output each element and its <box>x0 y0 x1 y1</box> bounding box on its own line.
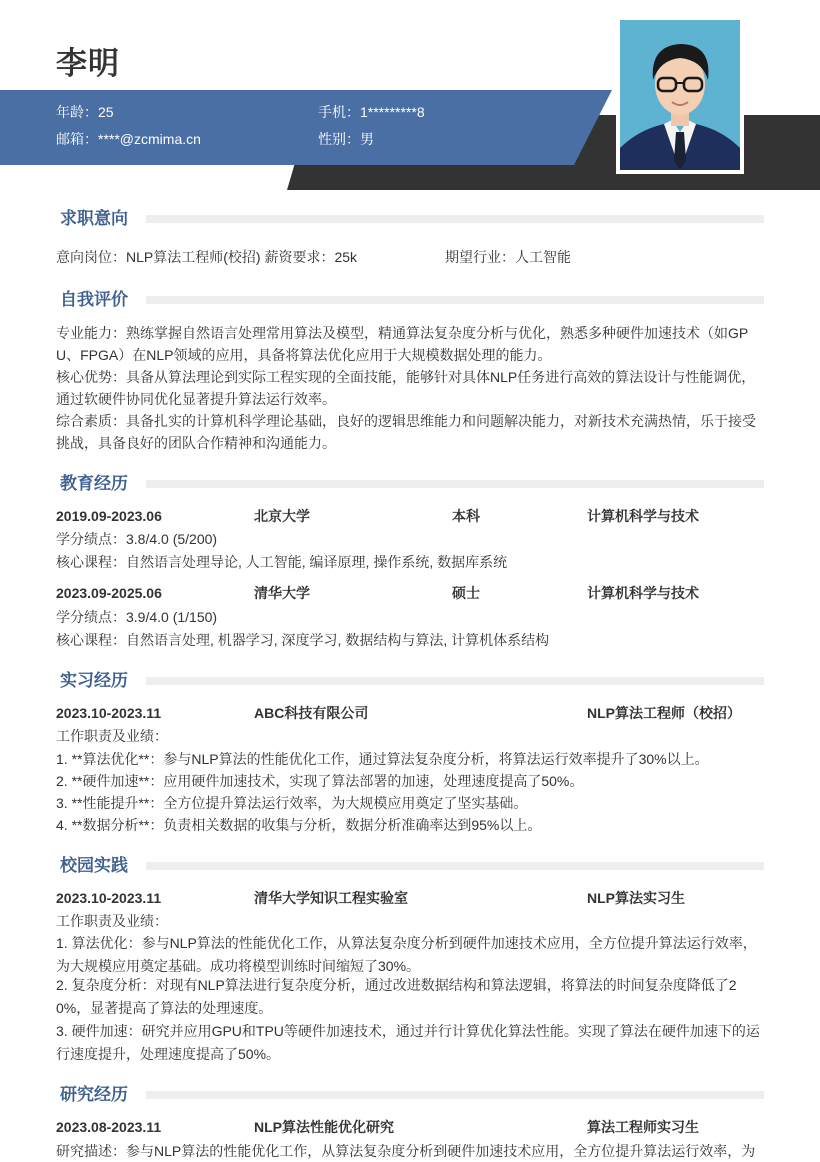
campus-line: 1. 算法优化：参与NLP算法的性能优化工作，从算法复杂度分析到硬件加速技术应用，全方位提升算法运行效率， <box>56 935 757 951</box>
research-row <box>56 1116 766 1138</box>
education-row <box>56 505 766 527</box>
gender-field: 性别：男 <box>318 131 374 147</box>
section-internship <box>56 669 764 693</box>
campus-line: 2. 复杂度分析：对现有NLP算法进行复杂度分析，通过改进数据结构和算法逻辑，将算法的时间复杂度降低了2 <box>56 977 737 993</box>
education-date: 2019.09-2023.06 <box>56 508 162 524</box>
section-title: 研究经历 <box>60 1085 128 1104</box>
internship-line: 3. **性能提升**：全方位提升算法运行效率，为大规模应用奠定了坚实基础。 <box>56 795 528 811</box>
internship-line: 工作职责及业绩： <box>56 728 168 744</box>
internship-row <box>56 702 766 724</box>
portrait-illustration <box>620 20 740 170</box>
research-role: 算法工程师实习生 <box>587 1119 699 1135</box>
section-education <box>56 472 764 496</box>
research-line: 研究描述：参与NLP算法的性能优化工作，从算法复杂度分析到硬件加速技术应用，全方位提升算法运行效率，为 <box>56 1143 756 1159</box>
education-degree: 硕士 <box>452 585 480 601</box>
section-title: 校园实践 <box>60 856 128 875</box>
self-line: 挑战，具备良好的团队合作精神和沟通能力。 <box>56 435 336 451</box>
internship-line: 4. **数据分析**：负责相关数据的收集与分析，数据分析准确率达到95%以上。 <box>56 817 542 833</box>
campus-line: 为大规模应用奠定基础。成功将模型训练时间缩短了30%。 <box>56 958 421 974</box>
section-self-evaluation <box>56 288 764 312</box>
internship-role: NLP算法工程师（校招） <box>587 705 741 721</box>
internship-date: 2023.10-2023.11 <box>56 705 162 721</box>
campus-row <box>56 887 766 909</box>
campus-line: 3. 硬件加速：研究并应用GPU和TPU等硬件加速技术，通过并行计算优化算法性能。实现了算法在硬件加速下的运 <box>56 1023 760 1039</box>
intent-industry: 期望行业：人工智能 <box>445 249 571 265</box>
internship-company: ABC科技有限公司 <box>254 705 369 721</box>
research-date: 2023.08-2023.11 <box>56 1119 162 1135</box>
section-divider <box>146 296 764 304</box>
phone-field: 手机：1*********8 <box>318 104 425 120</box>
campus-date: 2023.10-2023.11 <box>56 890 162 906</box>
intent-position: 意向岗位：NLP算法工程师(校招) <box>56 249 261 265</box>
self-line: 核心优势：具备从算法理论到实际工程实现的全面技能，能够针对具体NLP任务进行高效的算法设计与性能调优， <box>56 369 756 385</box>
education-date: 2023.09-2025.06 <box>56 585 162 601</box>
education-row <box>56 582 766 604</box>
education-gpa: 学分绩点：3.8/4.0 (5/200) <box>56 531 218 547</box>
section-title: 自我评价 <box>60 290 128 309</box>
internship-line: 2. **硬件加速**：应用硬件加速技术，实现了算法部署的加速，处理速度提高了50%。 <box>56 773 584 789</box>
section-divider <box>146 480 764 488</box>
self-line: 综合素质：具备扎实的计算机科学理论基础，良好的逻辑思维能力和问题解决能力，对新技术充满热情，乐于接受 <box>56 413 756 429</box>
profile-photo <box>616 16 744 174</box>
section-job-intent <box>56 207 764 231</box>
education-school: 北京大学 <box>254 508 310 524</box>
education-school: 清华大学 <box>254 585 310 601</box>
campus-role: NLP算法实习生 <box>587 890 685 906</box>
intent-salary: 薪资要求：25k <box>264 249 358 265</box>
self-line: U、FPGA）在NLP领域的应用，具备将算法优化应用于大规模数据处理的能力。 <box>56 347 552 363</box>
education-major: 计算机科学与技术 <box>587 508 699 524</box>
intent-line <box>56 246 766 268</box>
section-divider <box>146 1091 764 1099</box>
research-project: NLP算法性能优化研究 <box>254 1119 394 1135</box>
education-degree: 本科 <box>452 508 480 524</box>
education-gpa: 学分绩点：3.9/4.0 (1/150) <box>56 609 218 625</box>
education-courses: 核心课程：自然语言处理, 机器学习, 深度学习, 数据结构与算法, 计算机体系结构 <box>56 632 550 648</box>
self-line: 专业能力：熟练掌握自然语言处理常用算法及模型，精通算法复杂度分析与优化，熟悉多种硬件加速技术（如GP <box>56 325 749 341</box>
section-divider <box>146 862 764 870</box>
section-research <box>56 1083 764 1107</box>
candidate-name: 李明 <box>56 46 120 81</box>
section-title: 求职意向 <box>60 209 128 228</box>
section-divider <box>146 677 764 685</box>
section-divider <box>146 215 764 223</box>
campus-line: 行速度提升，处理速度提高了50%。 <box>56 1046 281 1062</box>
campus-org: 清华大学知识工程实验室 <box>254 890 408 906</box>
education-courses: 核心课程：自然语言处理导论, 人工智能, 编译原理, 操作系统, 数据库系统 <box>56 554 508 570</box>
internship-line: 1. **算法优化**：参与NLP算法的性能优化工作，通过算法复杂度分析，将算法运行效率提升了30%以上。 <box>56 751 709 767</box>
email-field: 邮箱：****@zcmima.cn <box>56 131 201 147</box>
campus-line: 工作职责及业绩： <box>56 913 168 929</box>
section-title: 教育经历 <box>60 474 128 493</box>
section-title: 实习经历 <box>60 671 128 690</box>
education-major: 计算机科学与技术 <box>587 585 699 601</box>
campus-line: 0%，显著提高了算法的处理速度。 <box>56 1000 273 1016</box>
section-campus <box>56 854 764 878</box>
age-field: 年龄：25 <box>56 104 114 120</box>
self-line: 通过软硬件协同优化显著提升算法运行效率。 <box>56 391 336 407</box>
